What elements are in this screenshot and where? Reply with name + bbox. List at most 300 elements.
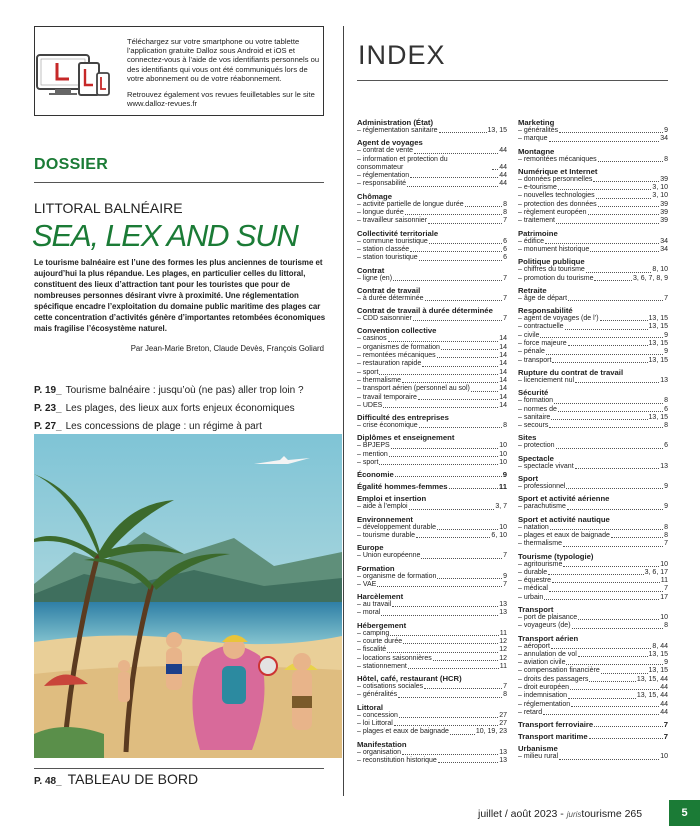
toc-item[interactable]	[34, 421, 262, 432]
index-entry-label: – droit européen	[518, 684, 569, 692]
index-entry	[357, 720, 507, 728]
index-entry-label: – courte durée	[357, 637, 403, 645]
index-page: 8	[503, 200, 507, 208]
index-leader	[552, 582, 660, 583]
index-page: 3, 10	[652, 192, 668, 200]
index-page: 8, 44	[652, 642, 668, 650]
index-entry-label: – sport	[357, 459, 379, 467]
toc-page: P. 23_	[34, 403, 62, 414]
devices-icon	[35, 49, 111, 99]
index-leader	[550, 529, 663, 530]
index-leader	[590, 251, 659, 252]
index-entry-label: – plages et eaux de baignade	[518, 531, 610, 539]
index-page: 12	[499, 646, 507, 654]
index-leader	[439, 132, 487, 133]
index-entry-label: – promotion du tourisme	[518, 274, 594, 282]
index-entry	[518, 503, 668, 511]
index-leader	[419, 260, 502, 261]
journal-prefix: juris	[566, 810, 582, 819]
index-entry	[518, 266, 668, 274]
index-entry-label: – contractuelle	[518, 323, 564, 331]
index-entry	[357, 394, 507, 402]
index-entry	[518, 176, 668, 184]
index-entry-label: – moral	[357, 609, 381, 617]
index-heading: Spectacle	[518, 453, 554, 463]
index-heading: Patrimoine	[518, 228, 558, 238]
index-entry	[518, 340, 668, 348]
index-leader	[416, 537, 490, 538]
toc-page: P. 19_	[34, 385, 62, 396]
index-page: 8	[664, 531, 668, 539]
index-entry-label: – force majeure	[518, 340, 567, 348]
index-entry-label: – cotisations sociales	[357, 683, 424, 691]
index-page: 6	[503, 245, 507, 253]
index-page: 39	[660, 200, 668, 208]
index-entry-label: – UDES	[357, 401, 383, 409]
index-leader	[424, 688, 502, 689]
index-entry	[518, 377, 668, 385]
index-heading	[357, 482, 507, 491]
index-leader	[379, 374, 498, 375]
index-page: 10	[499, 523, 507, 531]
index-leader	[543, 714, 659, 715]
index-page: 14	[499, 343, 507, 351]
index-leader	[594, 280, 631, 281]
index-page: 13, 15, 44	[636, 675, 668, 683]
index-entry	[518, 201, 668, 209]
index-entry-label: – édifice	[518, 237, 545, 245]
index-page: 8	[503, 209, 507, 217]
index-page: 44	[660, 684, 668, 692]
index-heading: Administration (État)	[357, 118, 434, 127]
index-entry-label: – données personnelles	[518, 175, 593, 183]
index-entry-label: – reconstitution historique	[357, 756, 437, 764]
index-entry-label: – organismes de formation	[357, 343, 440, 351]
index-page: 3, 10	[652, 184, 668, 192]
index-entry	[357, 377, 507, 385]
index-page: 13	[499, 748, 507, 756]
index-entry	[518, 585, 668, 593]
index-leader	[449, 488, 498, 489]
index-page: 6	[503, 254, 507, 262]
index-heading: Retraite	[518, 285, 547, 295]
index-entry	[518, 684, 668, 692]
index-page: 13	[499, 756, 507, 764]
index-page: 13	[499, 601, 507, 609]
index-entry	[518, 209, 668, 217]
index-entry-label: – organisme de formation	[357, 572, 437, 580]
index-entry	[357, 749, 507, 757]
index-entry	[357, 156, 507, 173]
index-leader	[549, 591, 663, 592]
index-entry	[357, 217, 507, 225]
index-page: 3, 6, 17	[644, 568, 668, 576]
index-entry-label: – chiffres du tourisme	[518, 266, 585, 274]
index-leader	[419, 427, 502, 428]
index-entry-label: – protection	[518, 442, 555, 450]
index-page: 13, 15, 44	[636, 692, 668, 700]
index-leader	[438, 762, 498, 763]
index-leader	[568, 698, 636, 699]
index-page: 13, 15	[648, 356, 668, 364]
index-leader	[425, 300, 503, 301]
index-leader	[575, 468, 660, 469]
index-leader	[549, 427, 663, 428]
index-entry	[357, 180, 507, 188]
index-page: 9	[664, 659, 668, 667]
index-entry-label: – durable	[518, 568, 548, 576]
index-leader	[554, 403, 663, 404]
index-entry	[518, 406, 668, 414]
index-page: 8	[664, 155, 668, 163]
index-entry	[357, 402, 507, 410]
index-entry	[357, 315, 507, 323]
index-entry-label: – restauration rapide	[357, 360, 422, 368]
index-leader	[428, 223, 502, 224]
index-entry	[518, 184, 668, 192]
index-leader	[551, 419, 647, 420]
index-page: 7	[663, 732, 668, 742]
article-kicker: LITTORAL BALNÉAIRE	[34, 200, 183, 216]
index-leader	[390, 635, 498, 636]
index-heading: Chômage	[357, 191, 393, 201]
index-page: 12	[499, 654, 507, 662]
index-heading-label: Égalité hommes-femmes	[357, 482, 448, 492]
index-entry	[357, 459, 507, 467]
index-entry	[518, 397, 668, 405]
index-entry	[357, 275, 507, 283]
index-page: 7	[664, 294, 668, 302]
index-entry-label: – spectacle vivant	[518, 462, 574, 470]
index-entry	[357, 352, 507, 360]
index-leader	[568, 300, 663, 301]
index-page: 39	[660, 209, 668, 217]
index-leader	[402, 754, 498, 755]
index-entry-label: – indemnisation	[518, 692, 568, 700]
index-entry	[518, 463, 668, 471]
index-leader	[405, 214, 502, 215]
index-leader	[388, 341, 499, 342]
index-entry-label: – transport	[518, 356, 552, 364]
index-entry	[518, 622, 668, 630]
index-leader	[437, 578, 502, 579]
index-leader	[407, 186, 498, 187]
index-entry	[518, 323, 668, 331]
index-heading: Agent de voyages	[357, 138, 423, 148]
index-entry-label: – contrat de vente	[357, 147, 414, 155]
index-entry	[357, 646, 507, 654]
index-entry-label: – réglementation	[357, 172, 410, 180]
index-page: 9	[664, 127, 668, 134]
index-page: 27	[499, 720, 507, 728]
index-leader	[389, 456, 498, 457]
index-leader	[596, 198, 652, 199]
index-entry-label: – Union européenne	[357, 552, 421, 560]
index-leader	[598, 161, 663, 162]
index-entry	[357, 385, 507, 393]
index-entry	[357, 663, 507, 671]
index-page: 8	[664, 422, 668, 430]
index-entry	[357, 630, 507, 638]
index-heading: Sport et activité nautique	[518, 514, 610, 524]
index-heading: Emploi et insertion	[357, 494, 427, 504]
index-leader	[544, 599, 659, 600]
index-entry	[518, 332, 668, 340]
index-entry-label: – camping	[357, 629, 390, 637]
index-leader	[408, 668, 499, 669]
index-page: 8	[664, 397, 668, 405]
index-page: 34	[660, 245, 668, 253]
index-leader	[546, 354, 663, 355]
index-leader	[413, 320, 502, 321]
index-page: 7	[503, 580, 507, 588]
index-entry	[518, 156, 668, 164]
index-page: 14	[499, 335, 507, 343]
index-entry-label: – protection des données	[518, 200, 597, 208]
index-leader	[588, 214, 660, 215]
index-entry	[518, 709, 668, 717]
index-entry-label: – pénale	[518, 348, 545, 356]
index-heading: Formation	[357, 563, 395, 573]
index-entry-label: – généralités	[357, 691, 398, 699]
index-heading: Tourisme (typologie)	[518, 551, 594, 561]
index-page: 14	[499, 376, 507, 384]
index-leader	[437, 529, 498, 530]
index-entry-label: – sanitaire	[518, 413, 551, 421]
index-leader	[559, 759, 659, 760]
index-page: 6	[664, 442, 668, 450]
index-leader	[418, 399, 498, 400]
index-entry-label: – aviation civile	[518, 659, 566, 667]
index-page: 44	[499, 147, 507, 155]
index-entry-label: – médical	[518, 585, 548, 593]
index-entry	[518, 753, 668, 761]
index-heading: Sécurité	[518, 388, 549, 398]
index-entry-label: – concession	[357, 711, 398, 719]
index-heading: Manifestation	[357, 739, 407, 749]
index-entry-label: – ligne (en)	[357, 274, 393, 282]
index-page: 8	[503, 422, 507, 430]
index-entry	[518, 676, 668, 684]
toc-title: Les plages, des lieux aux forts enjeux économiques	[65, 403, 295, 414]
index-entry	[357, 147, 507, 155]
index-page: 7	[503, 315, 507, 323]
index-entry-label: – BPJEPS	[357, 442, 390, 450]
index-leader	[422, 366, 498, 367]
index-entry	[357, 360, 507, 368]
index-entry	[518, 659, 668, 667]
index-leader	[586, 272, 652, 273]
index-entry	[357, 609, 507, 617]
column-divider	[343, 26, 344, 796]
index-entry-label: – compensation financière	[518, 667, 600, 675]
index-heading: Responsabilité	[518, 306, 573, 316]
index-heading: Rupture du contrat de travail	[518, 367, 624, 377]
index-entry	[357, 655, 507, 663]
index-leader	[437, 357, 499, 358]
index-leader	[383, 407, 498, 408]
index-page: 6	[664, 405, 668, 413]
index-entry-label: – à durée déterminée	[357, 294, 424, 302]
index-heading: Sites	[518, 433, 537, 443]
index-page: 13, 15	[648, 315, 668, 323]
index-entry-label: – professionnel	[518, 483, 566, 491]
index-leader	[414, 153, 498, 154]
index-page: 9	[502, 470, 507, 480]
index-entry-label: – thermalisme	[518, 540, 562, 548]
index-column-right	[518, 118, 668, 762]
index-heading-label: Économie	[357, 470, 394, 480]
index-entry	[518, 532, 668, 540]
index-entry	[518, 577, 668, 585]
index-entry	[518, 701, 668, 709]
index-entry-label: – milieu rural	[518, 753, 559, 761]
index-entry-label: – crise économique	[357, 422, 418, 430]
index-entry	[518, 295, 668, 303]
index-leader	[563, 566, 659, 567]
index-page: 9	[503, 572, 507, 580]
index-entry-label: – casinos	[357, 335, 387, 343]
index-page: 44	[660, 700, 668, 708]
index-leader	[441, 349, 498, 350]
index-entry-label: – tourisme durable	[357, 531, 415, 539]
index-entry-label: – remontées mécaniques	[357, 352, 436, 360]
index-entry-label: – aide à l’emploi	[357, 503, 408, 511]
index-page: 8	[503, 691, 507, 699]
index-leader	[589, 738, 663, 739]
index-heading: Collectivité territoriale	[357, 228, 439, 238]
index-entry	[357, 683, 507, 691]
index-entry	[357, 757, 507, 765]
index-entry-label: – marque	[518, 135, 548, 143]
index-leader	[589, 681, 635, 682]
index-entry	[357, 209, 507, 217]
index-entry	[357, 127, 507, 135]
index-leader	[398, 697, 502, 698]
index-entry	[518, 651, 668, 659]
index-entry-label: – équestre	[518, 577, 552, 585]
index-leader	[566, 664, 663, 665]
index-page: 10	[499, 459, 507, 467]
index-entry-label: – travailleur saisonnier	[357, 217, 428, 225]
index-entry-label: – formation	[518, 397, 554, 405]
index-leader	[558, 189, 652, 190]
index-entry	[357, 573, 507, 581]
index-page: 11	[499, 662, 507, 670]
app-download-text	[127, 37, 323, 115]
index-leader	[566, 488, 663, 489]
index-heading: Marketing	[518, 118, 555, 127]
index-entry	[518, 127, 668, 135]
index-leader	[601, 673, 648, 674]
index-page: 10	[660, 753, 668, 761]
index-page: 44	[499, 180, 507, 188]
index-page: 7	[503, 274, 507, 282]
index-leader	[567, 509, 663, 510]
index-entry-label: – licenciement nul	[518, 376, 575, 384]
index-entry	[518, 414, 668, 422]
index-entry-label: – station touristique	[357, 254, 418, 262]
index-entry	[518, 569, 668, 577]
index-divider	[357, 80, 668, 81]
index-leader	[402, 382, 498, 383]
index-entry-label: – âge de départ	[518, 294, 568, 302]
index-entry	[518, 275, 668, 283]
index-entry	[518, 315, 668, 323]
index-leader	[551, 648, 652, 649]
index-entry-label: – information et protection du consommateur	[357, 155, 448, 171]
index-leader	[559, 132, 663, 133]
index-leader	[392, 606, 498, 607]
index-entry-label: – station classée	[357, 245, 410, 253]
index-entry-label: – responsabilité	[357, 180, 407, 188]
index-page: 9	[664, 348, 668, 356]
index-entry-label: – secours	[518, 422, 549, 430]
index-leader	[409, 509, 495, 510]
toc-item[interactable]	[34, 385, 304, 396]
index-leader	[572, 628, 664, 629]
index-leader	[565, 329, 648, 330]
index-leader	[568, 345, 648, 346]
index-leader	[563, 546, 663, 547]
index-entry-label: – locations saisonnières	[357, 654, 432, 662]
index-entry-label: – VAE	[357, 580, 377, 588]
index-entry-label: – urbain	[518, 593, 544, 601]
index-page: 10	[660, 613, 668, 621]
toc-item[interactable]	[34, 403, 295, 414]
index-entry	[357, 638, 507, 646]
index-heading: Convention collective	[357, 326, 437, 336]
index-leader	[578, 619, 659, 620]
index-page: 14	[499, 385, 507, 393]
index-entry	[518, 561, 668, 569]
index-page: 14	[499, 368, 507, 376]
index-page: 13, 15	[648, 650, 668, 658]
index-page: 14	[499, 360, 507, 368]
tableau-de-bord-link[interactable]	[34, 771, 198, 787]
index-leader	[399, 717, 498, 718]
index-leader	[471, 391, 498, 392]
index-heading: Contrat de travail	[357, 285, 421, 295]
index-entry	[357, 172, 507, 180]
index-entry	[518, 422, 668, 430]
index-page: 13, 15	[648, 667, 668, 675]
index-leader	[558, 411, 663, 412]
index-heading: Contrat	[357, 265, 385, 275]
journal-title: tourisme 265	[581, 808, 643, 820]
section-label: DOSSIER	[34, 156, 109, 173]
index-page: 34	[660, 135, 668, 143]
index-page: 13	[660, 376, 668, 384]
index-entry	[357, 442, 507, 450]
index-heading-label: Transport ferroviaire	[518, 720, 594, 730]
index-entry	[357, 503, 507, 511]
index-leader	[381, 615, 498, 616]
index-entry-label: – fiscalité	[357, 646, 387, 654]
index-entry-label: – généralités	[518, 127, 559, 134]
toc-page: P. 27_	[34, 421, 62, 432]
index-entry	[518, 540, 668, 548]
toc-title: Les concessions de plage : un régime à part	[65, 421, 262, 432]
index-entry-label: – droits des passagers	[518, 675, 589, 683]
index-entry	[357, 601, 507, 609]
index-entry-label: – normes de	[518, 405, 557, 413]
index-leader	[492, 169, 498, 170]
index-page: 7	[664, 540, 668, 548]
index-entry	[357, 712, 507, 720]
index-page: 17	[660, 593, 668, 601]
index-heading: Contrat de travail à durée déterminée	[357, 306, 493, 316]
